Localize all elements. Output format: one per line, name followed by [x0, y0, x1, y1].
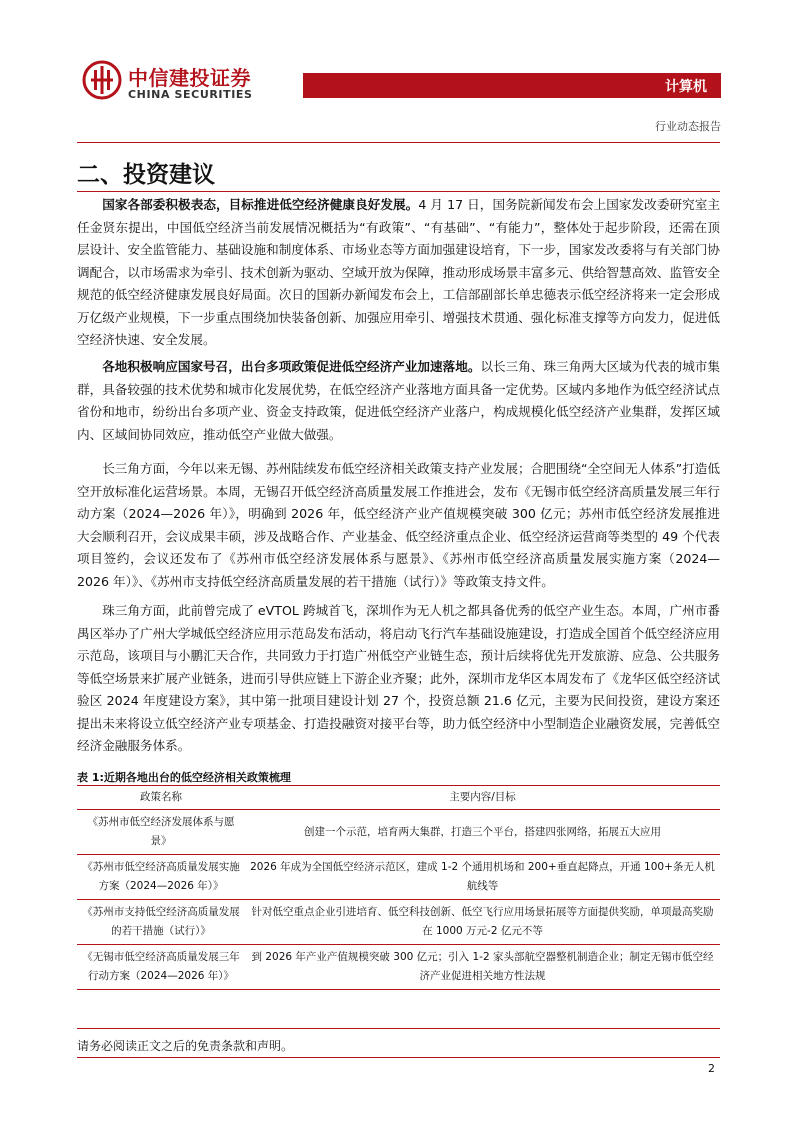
brand-name-cn: 中信建投证券: [128, 66, 251, 90]
paragraph-ministries: [77, 194, 720, 352]
paragraph-text: 长三角方面，今年以来无锡、苏州陆续发布低空经济相关政策支持产业发展；合肥围绕“全空间无人体系”打造低空开放标准化运营场景。本周，无锡召开低空经济高质量发展工作推进会，发布《无锡市低空经济高质量发展三年行动方案（2024—2026 年）》，明确到 2026 年，低空经济产业产值规模突破 300 亿元；苏州市低空经济发展推进大会顺利召开，会议成果丰硕，涉及战略合作、产业基金、低空经济重点企业、低空经济运营商等类型的 49 个代表项目签约，会议还发布了《苏州市低空经济发展体系与愿景》、《苏州市低空经济高质量发展实施方案（2024—2026 年）》、《苏州市支持低空经济高质量发展的若干措施（试行）》等政策支持文件。: [77, 461, 720, 589]
paragraph-text: 4 月 17 日，国务院新闻发布会上国家发改委研究室主任金贤东提出，中国低空经济当前发展情况概括为“有政策”、“有基础”、“有能力”，整体处于起步阶段，还需在顶层设计、安全监管能力、基础设施和制度体系、市场业态等方面加强建设培育，下一步，国家发改委将与有关部门协调配合，以市场需求为牵引、技术创新为驱动、空域开放为保障，推动形成场景丰富多元、供给智慧高效、监管安全规范的低空经济健康发展良好局面。次日的国新办新闻发布会上，工信部副部长单忠德表示低空经济将来一定会形成万亿级产业规模，下一步重点围绕加快装备创新、加强应用牵引、增强技术贯通、强化标准支撑等方向发力，促进低空经济快速、安全发展。: [77, 197, 720, 347]
column-header-content: 主要内容/目标: [245, 786, 720, 810]
policy-name-cell: 《苏州市低空经济发展体系与愿景》: [77, 810, 245, 855]
sector-banner: [303, 73, 721, 98]
disclaimer-text: 请务必阅读正文之后的免责条款和声明。: [77, 1039, 294, 1053]
company-logo: [82, 58, 262, 104]
table-row: [77, 945, 720, 990]
paragraph-lead: 国家各部委积极表态，目标推进低空经济健康良好发展。: [102, 197, 419, 212]
table-row: [77, 900, 720, 945]
section-divider: [77, 191, 720, 192]
policy-content-cell: 创建一个示范，培育两大集群，打造三个平台，搭建四张网络，拓展五大应用: [245, 810, 720, 855]
column-header-policy: 政策名称: [77, 786, 245, 810]
paragraph-text: 珠三角方面，此前曾完成了 eVTOL 跨城首飞，深圳作为无人机之都具备优秀的低空产业生态。本周，广州市番禺区举办了广州大学城低空经济应用示范岛发布活动，将启动飞行汽车基础设施建设，打造成全国首个低空经济应用示范岛，该项目与小鹏汇天合作，共同致力于打造广州低空产业链生态，预计后续将优先开发旅游、应急、公共服务等低空场景来扩展产业链条，进而引导供应链上下游企业齐聚；此外，深圳市龙华区本周发布了《龙华区低空经济试验区 2024 年度建设方案》，其中第一批项目建设计划 27 个，投资总额 21.6 亿元，主要为民间投资，建设方案还提出未来将设立低空经济产业专项基金、打造投融资对接平台等，助力低空经济中小型制造企业融资发展，完善低空经济金融服务体系。: [77, 603, 720, 753]
table-row: [77, 855, 720, 900]
policy-name-cell: 《苏州市支持低空经济高质量发展的若干措施（试行）》: [77, 900, 245, 945]
report-type: 行业动态报告: [655, 120, 721, 133]
policy-content-cell: 到 2026 年产业产值规模突破 300 亿元；引入 1-2 家头部航空器整机制造企业；制定无锡市低空经济产业促进相关地方性法规: [245, 945, 720, 990]
header-divider: [77, 142, 720, 143]
section-title: 二、投资建议: [77, 162, 215, 188]
policy-name-cell: 《苏州市低空经济高质量发展实施方案（2024—2026 年）》: [77, 855, 245, 900]
paragraph-yangtze-delta: [77, 458, 720, 593]
sector-label: 计算机: [665, 79, 707, 95]
china-securities-logo-icon: [82, 60, 122, 100]
policy-content-cell: 针对低空重点企业引进培育、低空科技创新、低空飞行应用场景拓展等方面提供奖励，单项最高奖励在 1000 万元-2 亿元不等: [245, 900, 720, 945]
policy-table: [77, 785, 720, 990]
paragraph-text: 以长三角、珠三角两大区域为代表的城市集群，具备较强的技术优势和城市化发展优势，在低空经济产业落地方面具备一定优势。区域内多地作为低空经济试点省份和地市，纷纷出台多项产业、资金支持政策，促进低空经济产业落户，构成规模化低空经济产业集群，发挥区域内、区域间协同效应，推动低空产业做大做强。: [77, 359, 721, 442]
policy-name-cell: 《无锡市低空经济高质量发展三年行动方案（2024—2026 年）》: [77, 945, 245, 990]
page-number: 2: [708, 1062, 715, 1075]
table-row: [77, 810, 720, 855]
table-header-row: [77, 786, 720, 810]
paragraph-lead: 各地积极响应国家号召，出台多项政策促进低空经济产业加速落地。: [102, 359, 481, 374]
footer-divider: [77, 1028, 720, 1029]
brand-name-en: CHINA SECURITIES: [128, 88, 253, 101]
paragraph-local-policies: [77, 356, 720, 446]
footer-divider-bottom: [77, 1057, 720, 1058]
policy-content-cell: 2026 年成为全国低空经济示范区，建成 1-2 个通用机场和 200+垂直起降点，开通 100+条无人机航线等: [245, 855, 720, 900]
table-caption: 表 1:近期各地出台的低空经济相关政策梳理: [77, 771, 291, 784]
paragraph-pearl-delta: [77, 600, 720, 758]
